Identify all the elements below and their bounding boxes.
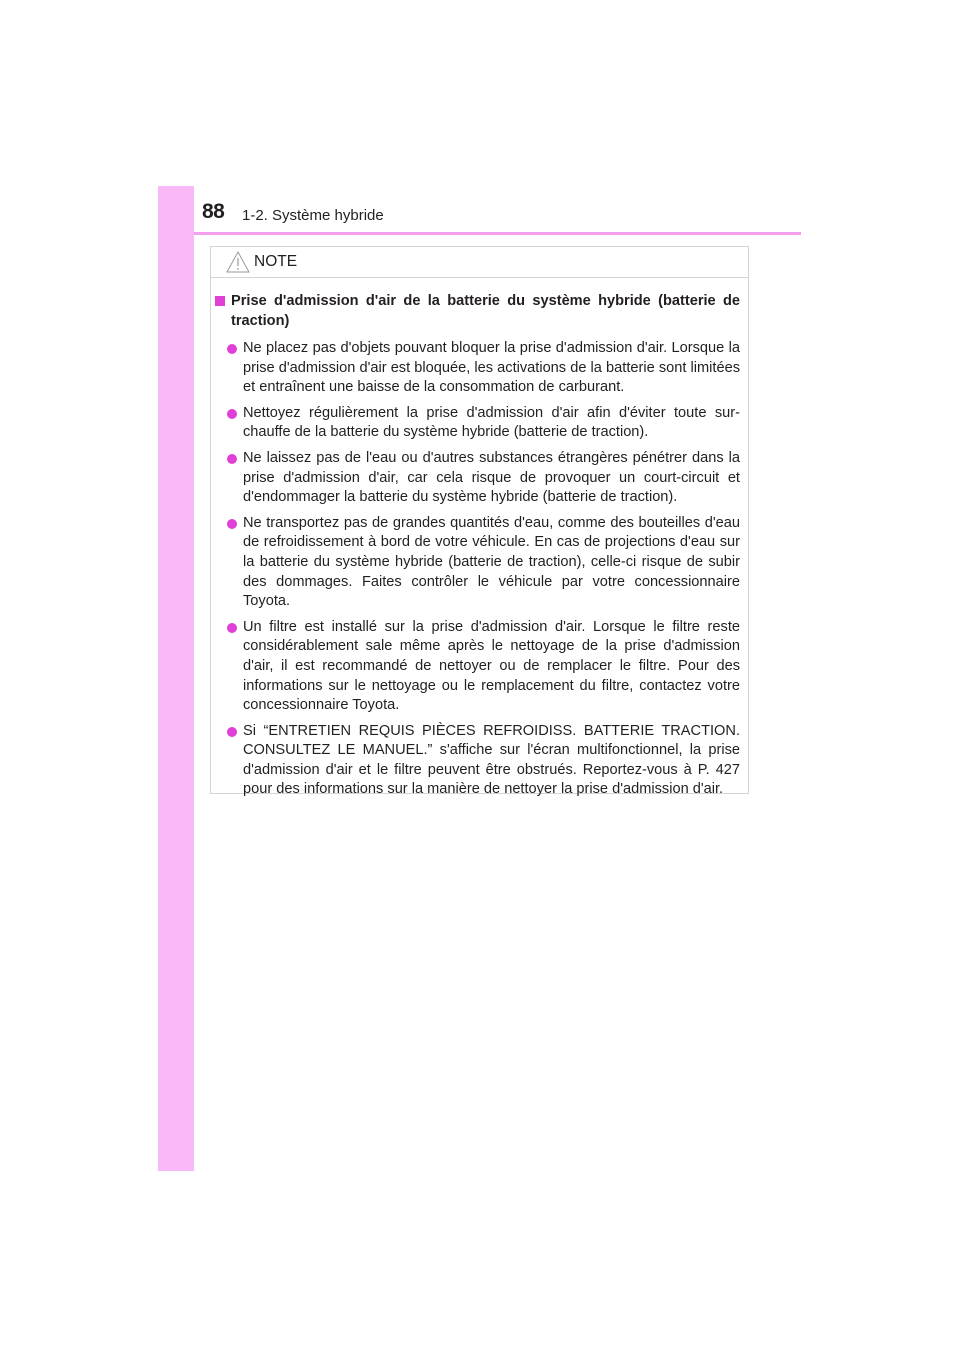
square-bullet-icon <box>215 296 225 306</box>
side-tab-bar <box>158 186 194 1171</box>
list-item <box>227 722 740 800</box>
list-item <box>227 449 740 508</box>
note-title: NOTE <box>254 253 298 270</box>
list-item-text: Si “ENTRETIEN REQUIS PIÈCES REFROIDISS. BATTERIE TRACTION. CONSULTEZ LE MANUEL.” s'affiche sur l'écran multifonctionnel, la prise d'admission d'air et le filtre peuvent être obstrués. Reportez-vous à P. 427 pour des informations sur la manière de nettoyer la prise d'admission d'air. <box>243 722 740 798</box>
list-item-text: Un filtre est installé sur la prise d'admission d'air. Lorsque le filtre reste considérablement sale même après le nettoyage de la prise d'admission d'air, il est recommandé de nettoyer ou de remplacer le filtre. Pour des informations sur le nettoyage ou le remplacement du filtre, contactez votre concessionnaire Toyota. <box>243 618 740 714</box>
list-item <box>227 404 740 443</box>
bullet-icon <box>227 727 237 737</box>
warning-triangle-icon <box>226 251 250 273</box>
bullet-icon <box>227 454 237 464</box>
bullet-icon <box>227 519 237 529</box>
list-item-text: Ne transportez pas de grandes quantités d'eau, comme des bouteilles d'eau de refroidissement à bord de votre véhicule. En cas de projections d'eau sur la batterie du système hybride (batterie de traction), celle-ci risque de subir des dommages. Faites contrôler le véhicule par votre concessionnaire Toyota. <box>243 514 740 610</box>
list-item-text: Ne placez pas d'objets pouvant bloquer la prise d'admission d'air. Lorsque la prise d'admission d'air est bloquée, les activations de la batterie sont limitées et entraînent une baisse de la consommation de carburant. <box>243 340 740 396</box>
note-header <box>211 247 748 278</box>
bullet-icon <box>227 409 237 419</box>
list-item <box>227 514 740 612</box>
list-item-text: Ne laissez pas de l'eau ou d'autres substances étrangères pénétrer dans la prise d'admission d'air, car cela risque de provoquer un court-circuit et d'endommager la batterie du système hybride (batterie de traction). <box>243 449 740 506</box>
list-item <box>227 618 740 716</box>
bullet-icon <box>227 623 237 633</box>
page-number: 88 <box>202 200 225 223</box>
bullet-icon <box>227 344 237 354</box>
note-box <box>210 246 749 798</box>
list-item <box>227 339 740 398</box>
note-body <box>211 278 748 800</box>
section-title: 1-2. Système hybride <box>242 207 384 224</box>
note-subheading <box>215 291 740 331</box>
subheading-text: Prise d'admission d'air de la batterie du système hybride (batterie de traction) <box>231 293 740 329</box>
list-item-text: Nettoyez régulièrement la prise d'admission d'air afin d'éviter toute sur-chauffe de la batterie du système hybride (batterie de traction). <box>243 404 740 441</box>
header-rule <box>194 232 801 235</box>
